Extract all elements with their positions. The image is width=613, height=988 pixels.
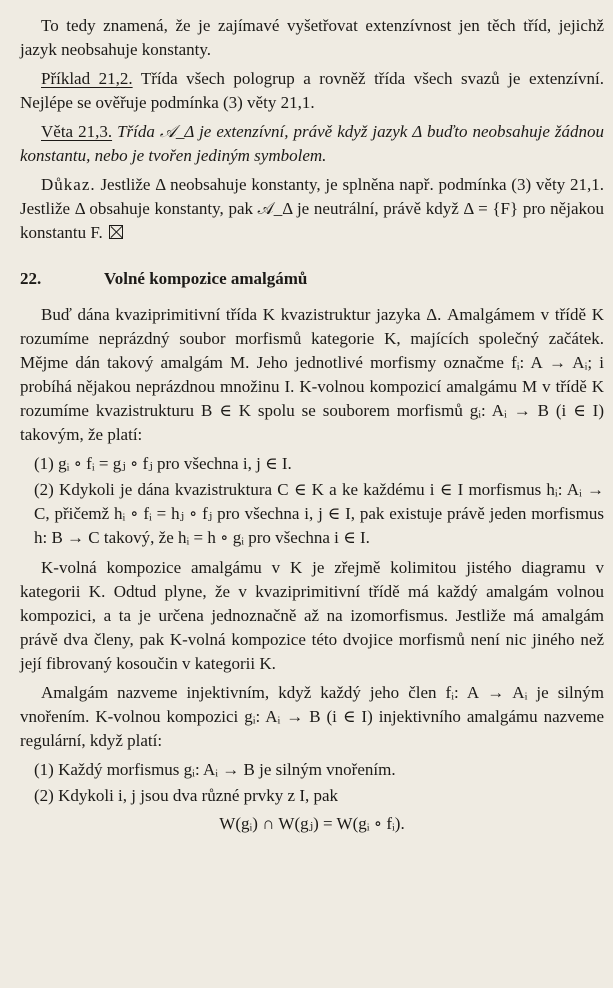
proof-text: Jestliže Δ neobsahuje konstanty, je splněna např. podmínka (3) věty 21,1. Jestliže Δ obsahuje konstanty, pak 𝒜_Δ je neutrální, právě když Δ = {F} pro nějakou konstantu F. [20, 175, 605, 242]
example-text: Třída všech pologrup a rovněž třída všech svazů je extenzívní. Nejlépe se ověřuje podmínka (3) věty 21,1. [20, 69, 604, 112]
display-formula: W(gᵢ) ∩ W(gⱼ) = W(gᵢ ∘ fᵢ). [219, 814, 405, 833]
injective-paragraph: Amalgám nazveme injektivním, když každý jeho člen fᵢ: A → Aᵢ je silným vnořením. K-volnou kompozici gᵢ: Aᵢ → B (i ∈ I) injektivního amalgámu nazveme regulární, když platí: [20, 683, 604, 750]
definition-paragraph: Buď dána kvaziprimitivní třída K kvazistruktur jazyka Δ. Amalgámem v třídě K rozumíme neprázdný soubor morfismů kategorie K, majících společný začátek. Mějme dán takový amalgám M. Jeho jednotlivé morfismy označme fᵢ: A → Aᵢ; i probíhá nějakou neprázdnou množinu I. K-volnou kompozicí amalgámu M v třídě K rozumíme kvazistrukturu B ∈ K spolu se souborem morfismů gᵢ: Aᵢ → B (i ∈ I) takovým, že platí: [20, 305, 604, 444]
section-number: 22. [20, 269, 42, 288]
proof-label: Důkaz. [41, 175, 96, 194]
qed-box-icon [109, 225, 123, 239]
proof-paragraph [20, 173, 604, 245]
theorem-label: Věta 21,3. [41, 122, 113, 141]
regular-condition-item: (1) Každý morfismus gᵢ: Aᵢ → B je silným vnořením. [34, 760, 396, 779]
section-title: Volné kompozice amalgámů [104, 269, 308, 288]
theorem-text: Třída 𝒜_Δ je extenzívní, právě když jazyk Δ buďto neobsahuje žádnou konstantu, nebo je tvořen jediným symbolem. [20, 122, 605, 165]
colimit-paragraph: K-volná kompozice amalgámu v K je zřejmě kolimitou jistého diagramu v kategorii K. Odtud plyne, že v kvaziprimitivní třídě má každý amalgám volnou kompozici, a ta je určena jednoznačně až na izomorfismus. Jestliže má amalgám právě dva členy, pak K-volná kompozice této dvojice morfismů není nic jiného než její fibrovaný kosoučin v kategorii K. [20, 558, 604, 673]
intro-paragraph: To tedy znamená, že je zajímavé vyšetřovat extenzívnost jen těch tříd, jejichž jazyk neobsahuje konstanty. [20, 16, 604, 59]
condition-item: (1) gᵢ ∘ fᵢ = gⱼ ∘ fⱼ pro všechna i, j ∈ I. [34, 454, 292, 473]
regular-condition-item: (2) Kdykoli i, j jsou dva různé prvky z I, pak [34, 786, 339, 805]
section-heading [20, 267, 604, 291]
example-paragraph [20, 67, 604, 115]
condition-item: (2) Kdykoli je dána kvazistruktura C ∈ K a ke každému i ∈ I morfismus hᵢ: Aᵢ → C, přičemž hᵢ ∘ fᵢ = hⱼ ∘ fⱼ pro všechna i, j ∈ I, pak existuje právě jeden morfismus h: B → C takový, že hᵢ = h ∘ gᵢ pro všechna i ∈ I. [34, 480, 604, 547]
theorem-paragraph [20, 120, 604, 168]
example-label: Příklad 21,2. [41, 69, 133, 88]
page [20, 14, 604, 836]
